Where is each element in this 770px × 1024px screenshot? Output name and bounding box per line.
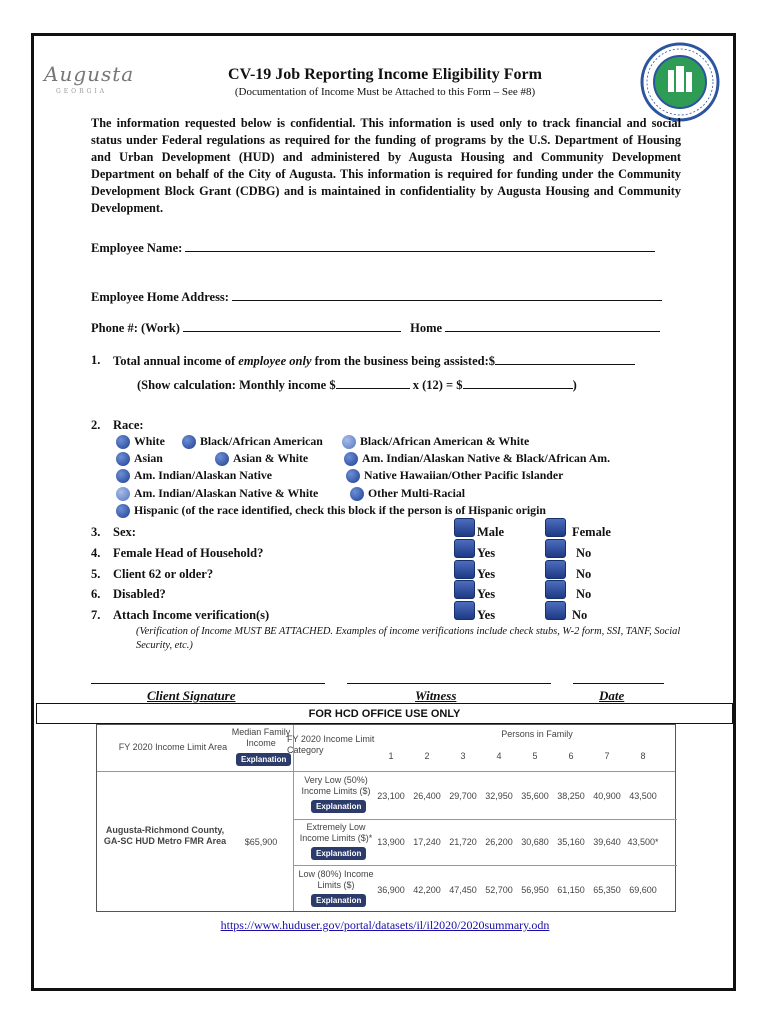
client-signature-line[interactable]	[91, 683, 325, 684]
q7-number: 7.	[91, 608, 101, 622]
race-option-multi[interactable]: Other Multi-Racial	[350, 486, 465, 501]
hcd-office-use-banner: FOR HCD OFFICE USE ONLY	[36, 703, 733, 724]
q1-income-row: Total annual income of employee only from the business being assisted:$	[113, 353, 635, 369]
race-label: Race:	[113, 418, 144, 432]
persons-header-6: 6	[568, 751, 574, 761]
table-cell: 42,200	[413, 885, 441, 895]
form-subtitle: (Documentation of Income Must be Attached to this Form – See #8)	[234, 86, 536, 98]
persons-header-7: 7	[604, 751, 610, 761]
median-income-value: $65,900	[244, 837, 278, 847]
q1-calc-row: (Show calculation: Monthly income $ x (12) = $ )	[137, 378, 577, 392]
phone-row	[91, 320, 660, 336]
employee-name-label: Employee Name:	[91, 241, 183, 255]
table-cell: 32,950	[485, 791, 513, 801]
phone-home-field[interactable]	[445, 320, 660, 332]
head-household-yes-label: Yes	[477, 546, 496, 560]
persons-header-5: 5	[532, 751, 538, 761]
augusta-logo: Augusta GEORGIA	[44, 62, 135, 95]
radio-icon	[350, 487, 364, 501]
verification-no-label: No	[572, 608, 588, 622]
over-62-yes-label: Yes	[477, 567, 496, 581]
disabled-no-label: No	[576, 587, 592, 601]
q4-text: Female Head of Household?	[113, 546, 264, 560]
verification-note: (Verification of Income MUST BE ATTACHED. Examples of income verifications include check stubs, W-2 form, SSI, TANF, Social Security, etc.)	[136, 626, 681, 651]
table-cell: 38,250	[557, 791, 585, 801]
q6-text: Disabled?	[113, 587, 166, 601]
verification-yes-checkbox[interactable]	[454, 601, 475, 620]
race-option-aian-white[interactable]: Am. Indian/Alaskan Native & White	[116, 486, 318, 501]
table-cell: 43,500*	[627, 837, 659, 847]
employee-address-label: Employee Home Address:	[91, 290, 229, 304]
witness-signature-line[interactable]	[347, 683, 551, 684]
verification-yes-label: Yes	[477, 608, 496, 622]
female-label: Female	[572, 525, 611, 539]
employee-address-row	[91, 289, 662, 305]
radio-icon	[116, 487, 130, 501]
form-title: CV-19 Job Reporting Income Eligibility Form	[228, 66, 542, 83]
table-cell: 30,680	[521, 837, 549, 847]
col-persons-header: Persons in Family	[501, 729, 573, 739]
table-cell: 23,100	[377, 791, 405, 801]
race-option-black-white[interactable]: Black/African American & White	[342, 434, 529, 449]
radio-icon	[346, 469, 360, 483]
race-option-nhpi[interactable]: Native Hawaiian/Other Pacific Islander	[346, 468, 563, 483]
radio-icon	[215, 452, 229, 466]
male-checkbox[interactable]	[454, 518, 475, 537]
disabled-yes-label: Yes	[477, 587, 496, 601]
persons-header-1: 1	[388, 751, 394, 761]
q1-number: 1.	[91, 353, 101, 367]
table-cell: 35,160	[557, 837, 585, 847]
q3-number: 3.	[91, 525, 101, 539]
witness-label: Witness	[415, 688, 457, 703]
radio-icon	[116, 452, 130, 466]
calculated-income-field[interactable]	[463, 377, 573, 389]
employee-name-row	[91, 240, 655, 256]
table-cell: 13,900	[377, 837, 405, 847]
disabled-yes-checkbox[interactable]	[454, 580, 475, 599]
radio-icon	[116, 504, 130, 518]
head-household-no-checkbox[interactable]	[545, 539, 566, 558]
table-cell: 40,900	[593, 791, 621, 801]
race-option-black[interactable]: Black/African American	[182, 434, 323, 449]
table-cell: 36,900	[377, 885, 405, 895]
q4-number: 4.	[91, 546, 101, 560]
persons-header-4: 4	[496, 751, 502, 761]
over-62-yes-checkbox[interactable]	[454, 560, 475, 579]
income-limits-table	[96, 724, 676, 912]
persons-header-2: 2	[424, 751, 430, 761]
median-explanation-button[interactable]: Explanation	[236, 753, 291, 766]
phone-home-label: Home	[410, 321, 443, 335]
q3-text: Sex:	[113, 525, 136, 539]
annual-income-field[interactable]	[495, 353, 635, 365]
table-cell: 39,640	[593, 837, 621, 847]
over-62-no-checkbox[interactable]	[545, 560, 566, 579]
q6-number: 6.	[91, 587, 101, 601]
table-cell: 43,500	[629, 791, 657, 801]
table-cell: 17,240	[413, 837, 441, 847]
col-area-header: FY 2020 Income Limit Area	[118, 742, 228, 752]
race-option-white[interactable]: White	[116, 434, 165, 449]
verification-no-checkbox[interactable]	[545, 601, 566, 620]
table-cell: 56,950	[521, 885, 549, 895]
radio-icon	[342, 435, 356, 449]
q2-number: 2.	[91, 418, 101, 432]
male-label: Male	[477, 525, 505, 539]
q5-number: 5.	[91, 567, 101, 581]
col-category-header: FY 2020 Income Limit Category	[287, 734, 375, 755]
very-low-explanation-button[interactable]: Explanation	[311, 800, 366, 813]
table-cell: 21,720	[449, 837, 477, 847]
low-explanation-button[interactable]: Explanation	[311, 894, 366, 907]
table-cell: 47,450	[449, 885, 477, 895]
date-label: Date	[599, 688, 625, 703]
female-checkbox[interactable]	[545, 518, 566, 537]
table-cell: 69,600	[629, 885, 657, 895]
over-62-no-label: No	[576, 567, 592, 581]
q7-text: Attach Income verification(s)	[113, 608, 270, 622]
q5-text: Client 62 or older?	[113, 567, 214, 581]
confidentiality-notice: The information requested below is confidential. This information is used only to track financial and social status under Federal regulations as required for the funding of programs by the U.S. Department of Housing and Urban Development (HUD) and administered by Augusta Housing and Community Development Department on behalf of the City of Augusta. This information is required for funding under the Community Development Block Grant (CDBG) and is maintained in confidentiality by Augusta Housing and Community Development.	[91, 116, 681, 215]
low-category: Low (80%) Income Limits ($)	[298, 869, 374, 890]
head-household-yes-checkbox[interactable]	[454, 539, 475, 558]
date-line[interactable]	[573, 683, 664, 684]
table-cell: 26,200	[485, 837, 513, 847]
table-cell: 65,350	[593, 885, 621, 895]
race-option-aian-black[interactable]: Am. Indian/Alaskan Native & Black/African Am.	[344, 451, 610, 466]
persons-header-8: 8	[640, 751, 646, 761]
phone-work-field[interactable]	[183, 320, 401, 332]
head-household-no-label: No	[576, 546, 592, 560]
race-option-asian-white[interactable]: Asian & White	[215, 451, 308, 466]
table-cell: 26,400	[413, 791, 441, 801]
extremely-low-explanation-button[interactable]: Explanation	[311, 847, 366, 860]
table-cell: 35,600	[521, 791, 549, 801]
disabled-no-checkbox[interactable]	[545, 580, 566, 599]
extremely-low-category: Extremely Low Income Limits ($)*	[299, 822, 373, 843]
monthly-income-field[interactable]	[336, 377, 410, 389]
radio-icon	[182, 435, 196, 449]
very-low-category: Very Low (50%) Income Limits ($)	[301, 775, 371, 796]
table-cell: 29,700	[449, 791, 477, 801]
huduser-link[interactable]: https://www.huduser.gov/portal/datasets/il/il2020/2020summary.odn	[220, 918, 550, 932]
employee-address-field[interactable]	[232, 289, 662, 301]
persons-header-3: 3	[460, 751, 466, 761]
race-option-hispanic[interactable]: Hispanic (of the race identified, check this block if the person is of Hispanic origin	[116, 503, 546, 518]
radio-icon	[116, 469, 130, 483]
radio-icon	[116, 435, 130, 449]
col-median-header: Median Family Income	[231, 727, 291, 748]
phone-work-label: Phone #: (Work)	[91, 321, 180, 335]
race-option-aian[interactable]: Am. Indian/Alaskan Native	[116, 468, 272, 483]
radio-icon	[344, 452, 358, 466]
table-cell: 52,700	[485, 885, 513, 895]
area-name: Augusta-Richmond County, GA-SC HUD Metro FMR Area	[103, 825, 227, 846]
employee-name-field[interactable]	[185, 240, 655, 252]
table-cell: 61,150	[557, 885, 585, 895]
race-option-asian[interactable]: Asian	[116, 451, 163, 466]
client-signature-label: Client Signature	[147, 688, 236, 703]
